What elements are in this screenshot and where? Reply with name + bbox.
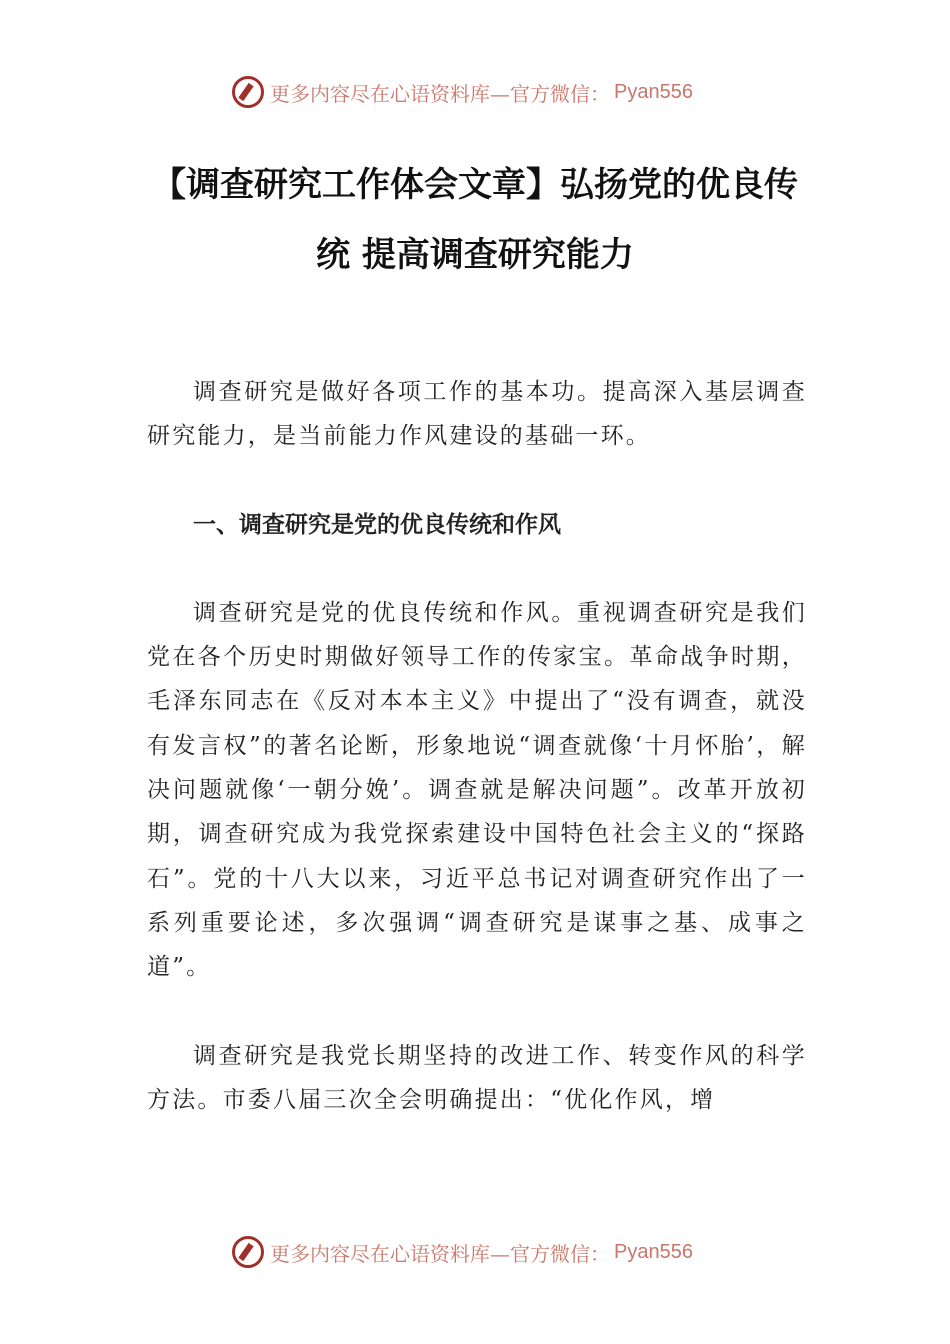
- paragraph: 调查研究是党的优良传统和作风。重视调查研究是我们党在各个历史时期做好领导工作的传家宝。革命战争时期，毛泽东同志在《反对本本主义》中提出了“没有调查，就没有发言权”的著名论断，形象地说“调查就像‘十月怀胎’，解决问题就像‘一朝分娩’。调查就是解决问题”。改革开放初期，调查研究成为我党探索建设中国特色社会主义的“探路石”。党的十八大以来，习近平总书记对调查研究作出了一系列重要论述，多次强调“调查研究是谋事之基、成事之道”。: [147, 599, 807, 981]
- logo-icon: [232, 1236, 264, 1268]
- section-heading: 一、调查研究是党的优良传统和作风: [193, 511, 561, 538]
- document-body: [147, 370, 807, 1122]
- header-watermark: 更多内容尽在心语资料库—官方微信： Pyan556: [232, 76, 693, 108]
- paragraph: 调查研究是做好各项工作的基本功。提高深入基层调查研究能力，是当前能力作风建设的基础一环。: [147, 379, 807, 450]
- document-title: 【调查研究工作体会文章】弘扬党的优良传统 提高调查研究能力: [152, 165, 798, 275]
- logo-icon: [232, 76, 264, 108]
- paragraph: 调查研究是我党长期坚持的改进工作、转变作风的科学方法。市委八届三次全会明确提出：“优化作风，增: [147, 1042, 807, 1113]
- footer-watermark: 更多内容尽在心语资料库—官方微信： Pyan556: [232, 1236, 693, 1268]
